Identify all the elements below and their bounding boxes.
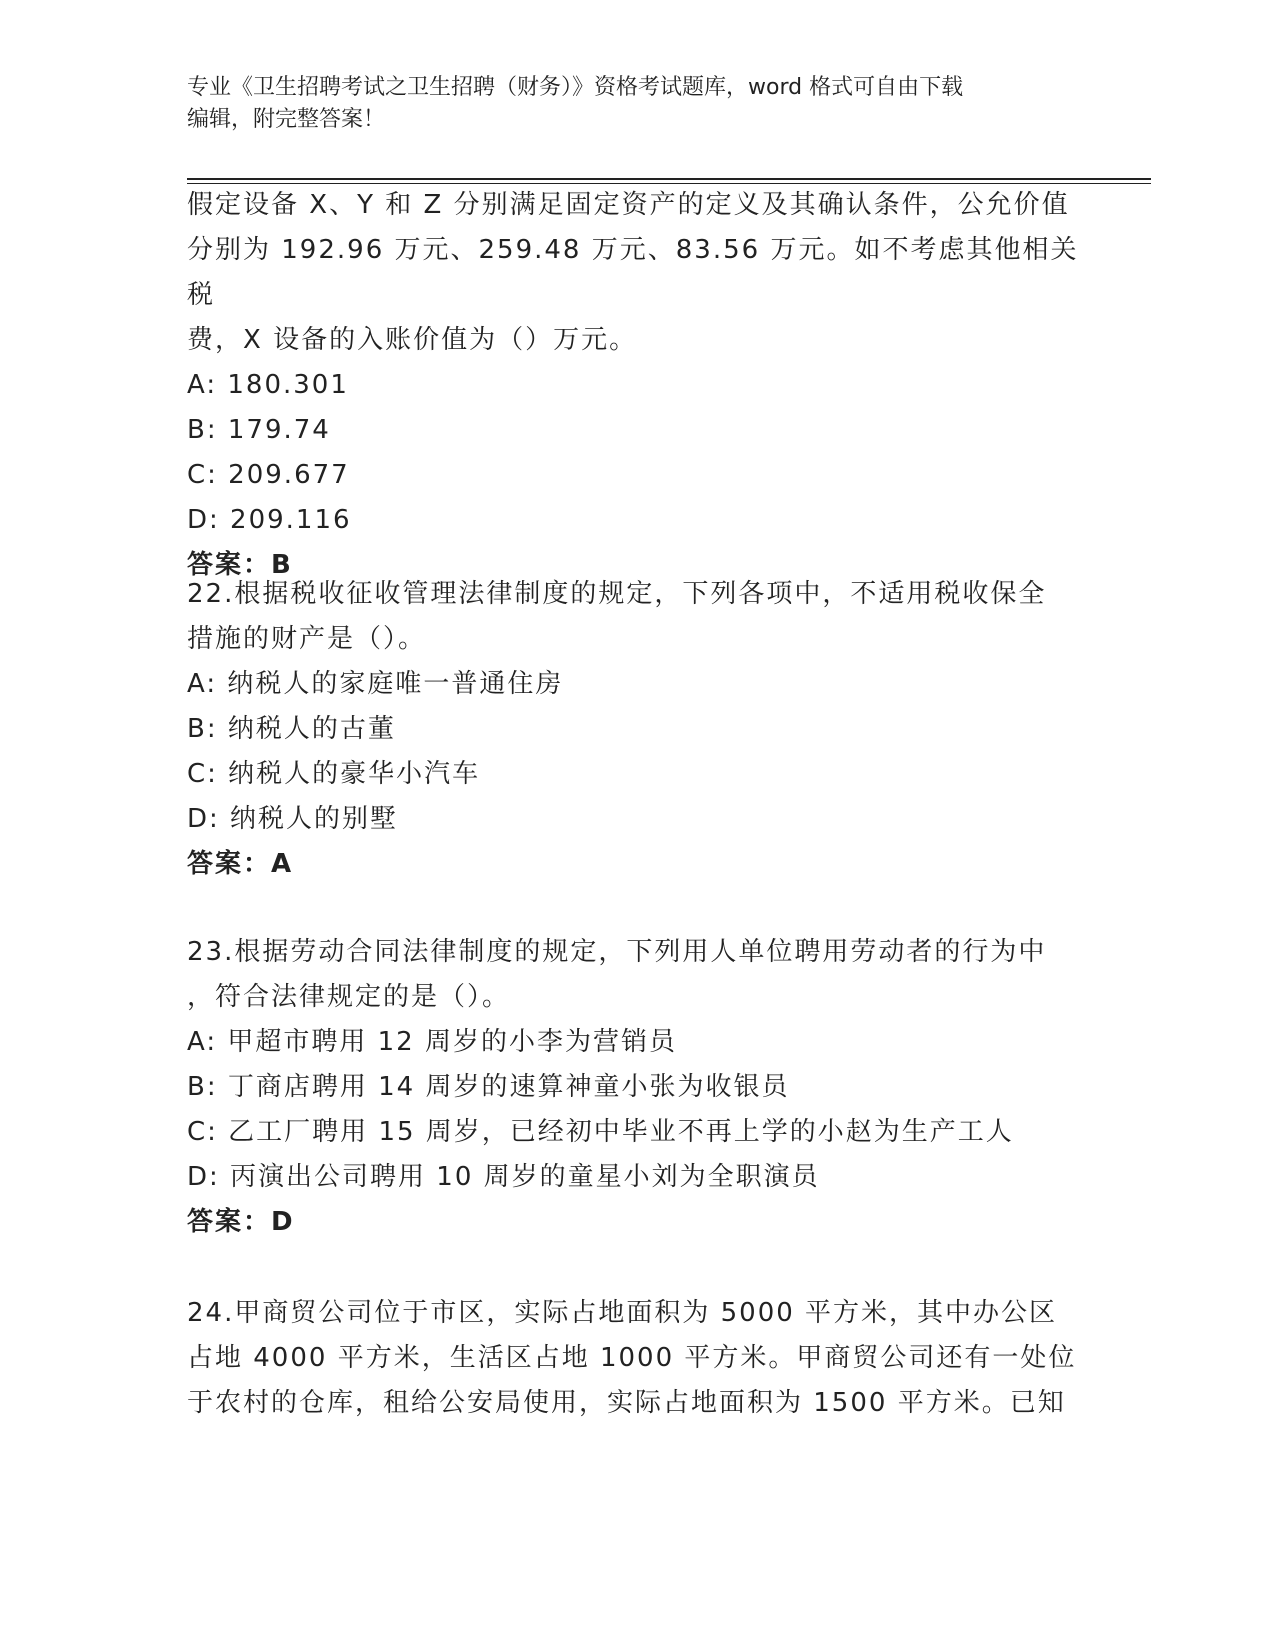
answer-label: 答案： [187,1207,272,1237]
answer-value: B [271,550,291,580]
question-stem-line: 23.根据劳动合同法律制度的规定，下列用人单位聘用劳动者的行为中 [187,937,1047,967]
answer-label: 答案： [187,550,272,580]
option-b: B: 179.74 [187,415,331,445]
question-stem-line: 分别为 192.96 万元、259.48 万元、83.56 万元。如不考虑其他相关税 [187,235,1079,310]
question-stem-line: 22.根据税收征收管理法律制度的规定，下列各项中，不适用税收保全 [187,579,1047,609]
option-d: D: 209.116 [187,505,352,535]
option-a: A: 180.301 [187,370,349,400]
option-d: D: 丙演出公司聘用 10 周岁的童星小刘为全职演员 [187,1162,820,1192]
option-c: C: 209.677 [187,460,350,490]
option-c: C: 乙工厂聘用 15 周岁，已经初中毕业不再上学的小赵为生产工人 [187,1117,1014,1147]
answer-label: 答案： [187,849,272,879]
header-line-2: 编辑，附完整答案！ [187,107,386,132]
option-b: B: 丁商店聘用 14 周岁的速算神童小张为收银员 [187,1072,790,1102]
question-stem-line: ，符合法律规定的是（）。 [187,982,511,1012]
question-22 [187,572,1087,887]
question-stem-line: 措施的财产是（）。 [187,624,427,654]
header-line-1: 专业《卫生招聘考试之卫生招聘（财务）》资格考试题库，word 格式可自由下载 [187,75,964,100]
question-21 [187,183,1087,588]
option-d: D: 纳税人的别墅 [187,804,399,834]
option-b: B: 纳税人的古董 [187,714,396,744]
question-stem-line: 费，X 设备的入账价值为（）万元。 [187,325,638,355]
question-stem-line: 于农村的仓库，租给公安局使用，实际占地面积为 1500 平方米。已知 [187,1388,1066,1418]
question-stem-line: 24.甲商贸公司位于市区，实际占地面积为 5000 平方米，其中办公区 [187,1298,1058,1328]
header-divider-thick [187,178,1151,180]
answer-value: D [271,1207,293,1237]
answer-value: A [271,849,292,879]
option-a: A: 纳税人的家庭唯一普通住房 [187,669,564,699]
answer-line [187,1200,1087,1245]
document-header [187,72,1087,136]
option-c: C: 纳税人的豪华小汽车 [187,759,481,789]
question-stem-line: 占地 4000 平方米，生活区占地 1000 平方米。甲商贸公司还有一处位 [187,1343,1077,1373]
question-stem-line: 假定设备 X、Y 和 Z 分别满足固定资产的定义及其确认条件，公允价值 [187,190,1070,220]
question-24 [187,1291,1087,1426]
answer-line [187,842,1087,887]
option-a: A: 甲超市聘用 12 周岁的小李为营销员 [187,1027,677,1057]
question-23 [187,930,1087,1245]
